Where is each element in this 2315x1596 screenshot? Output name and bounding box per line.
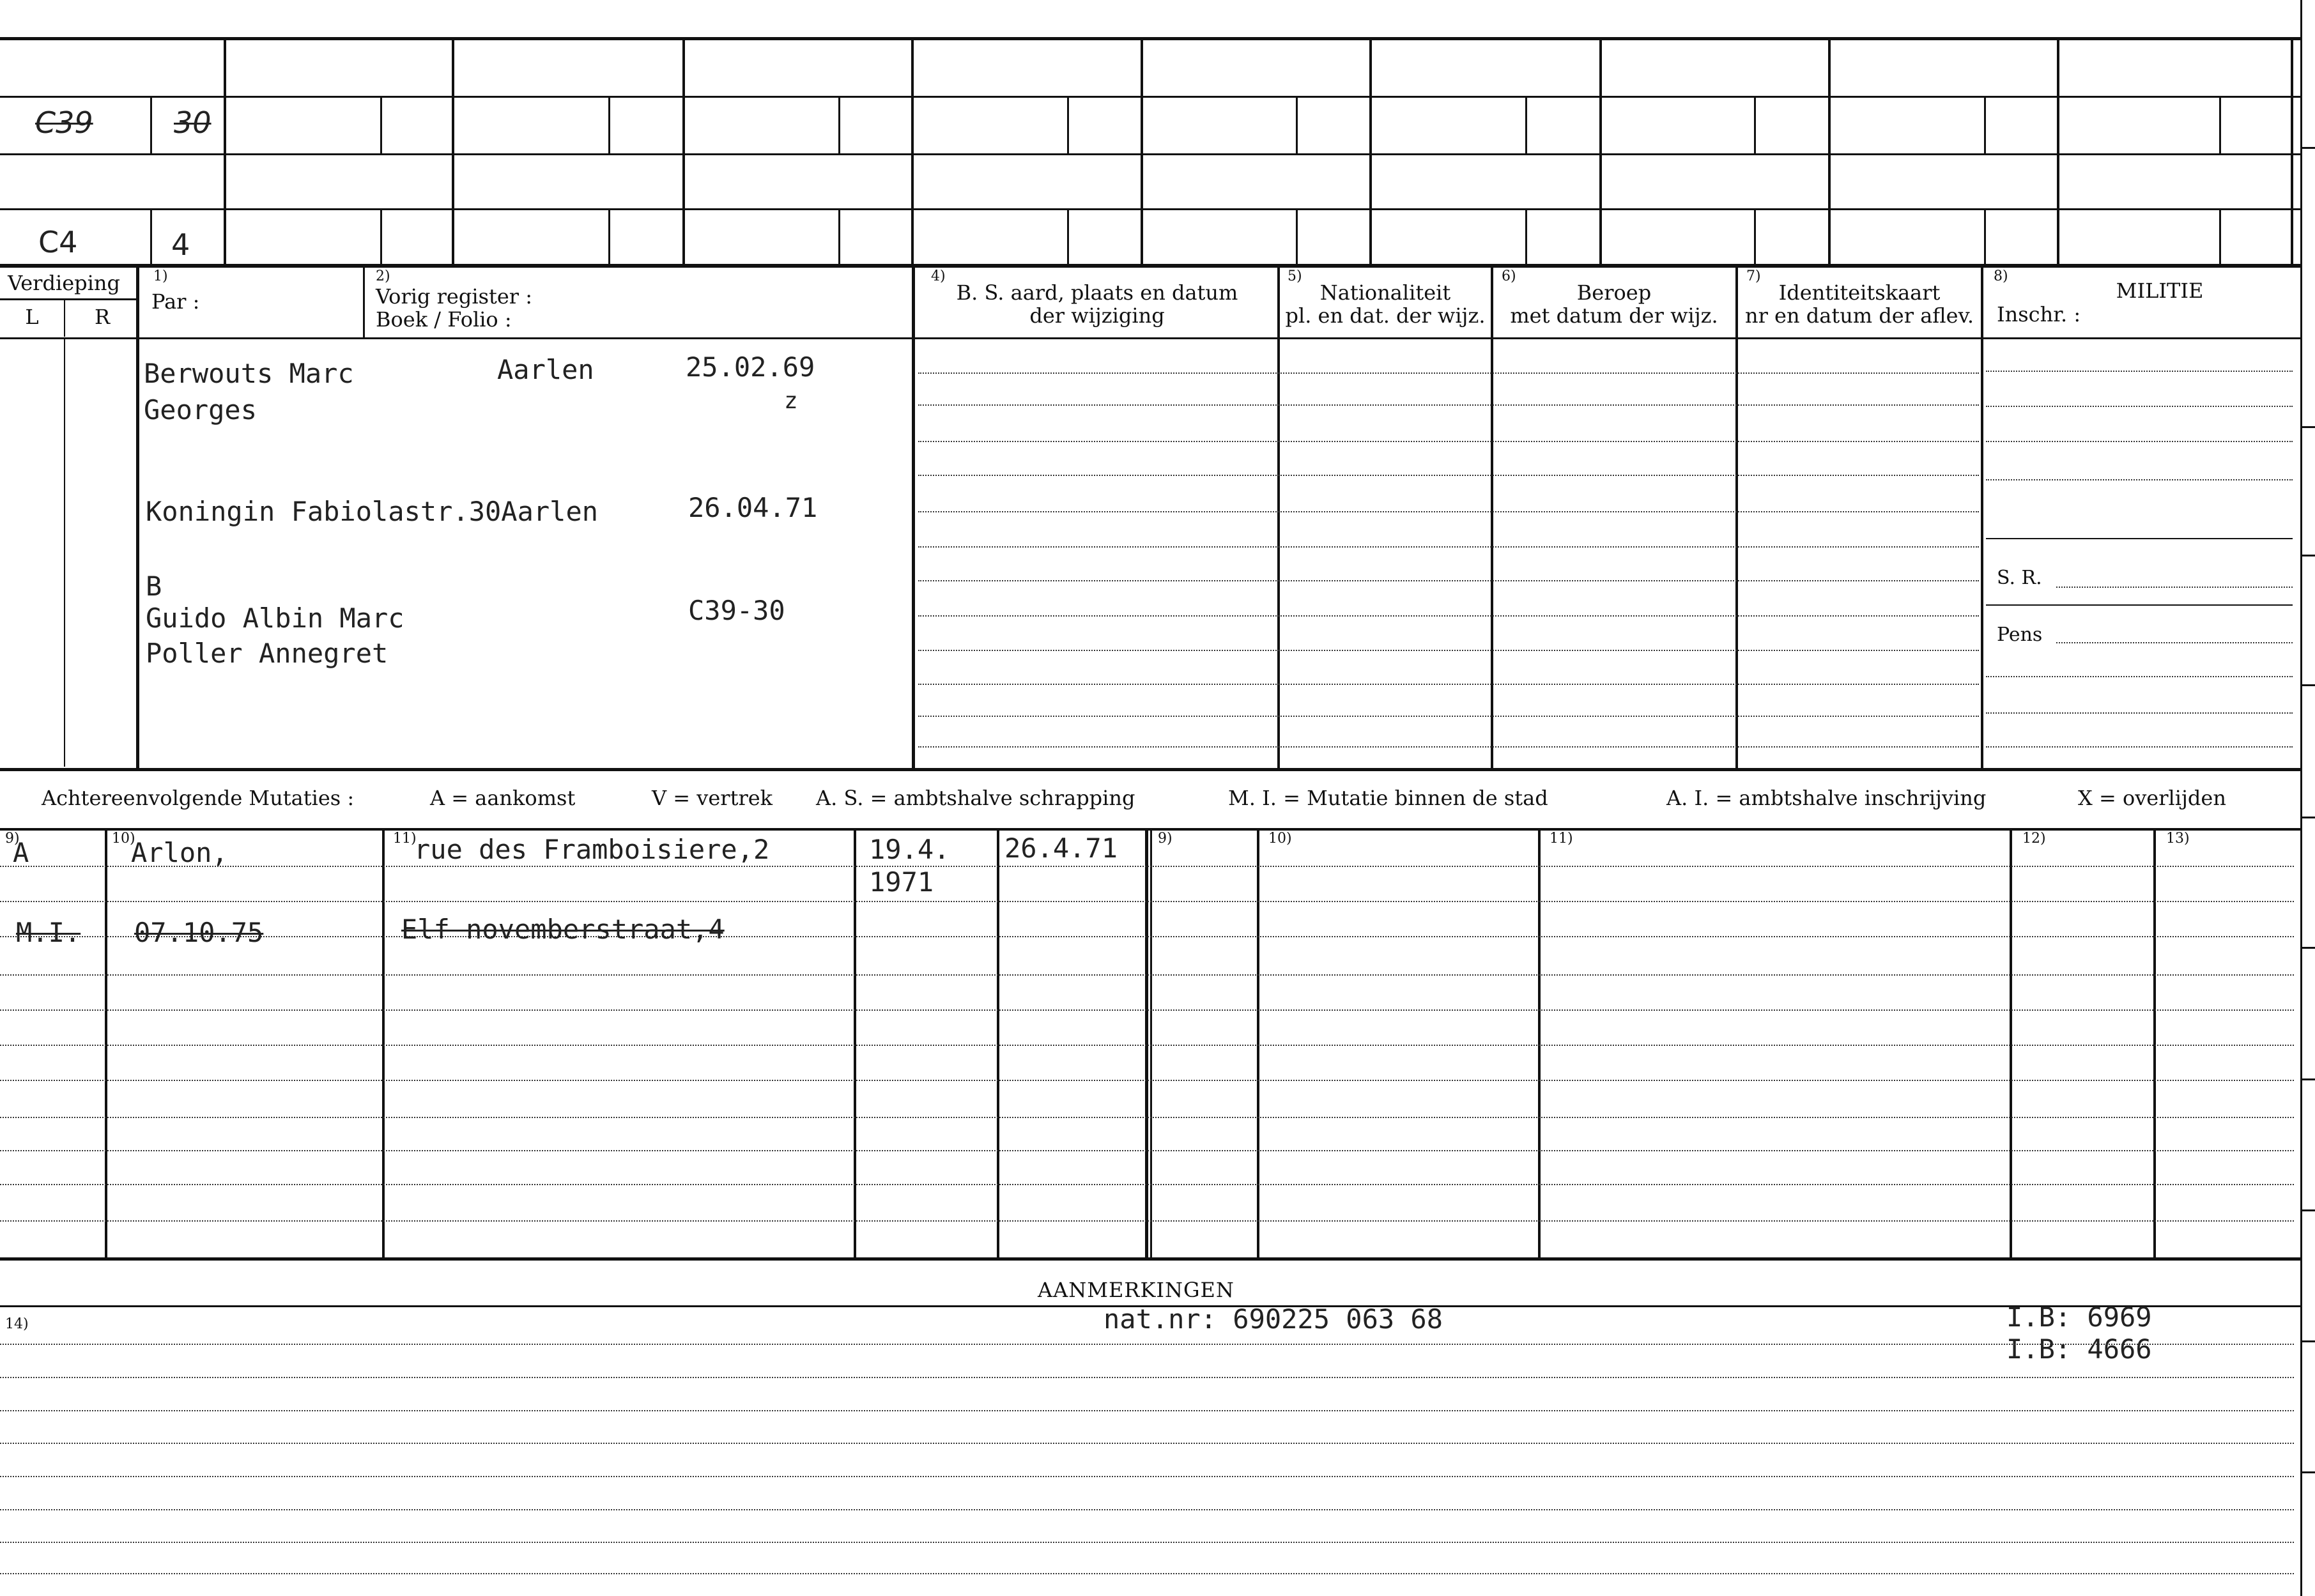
col-9-label: 9) <box>5 831 20 847</box>
legend-v: V = vertrek <box>652 786 773 810</box>
vorig-register-label: Vorig register : <box>376 284 533 309</box>
person-address: Koningin Fabiolastr.30Aarlen <box>146 496 599 527</box>
top-rule <box>0 37 2300 40</box>
pens-label: Pens <box>1997 624 2043 646</box>
header-bottom-rule <box>0 337 2300 339</box>
mutation-2-type: M.I. <box>16 917 81 948</box>
footnote-5: 5) <box>1288 268 1302 284</box>
mutation-1-place: Arlon, <box>131 837 228 868</box>
id-header-line1: Identiteitskaart <box>1778 280 1941 305</box>
inschr-label: Inschr. : <box>1997 302 2081 326</box>
person-second-name: Georges <box>144 394 258 426</box>
code-c4: C4 <box>38 225 78 259</box>
boek-folio-label: Boek / Folio : <box>376 307 512 332</box>
mutation-1-type: A <box>13 837 29 868</box>
top-grid-bottom-rule <box>0 264 2300 268</box>
verdieping-label: Verdieping <box>8 271 120 295</box>
left-thick-divider <box>136 267 139 769</box>
address-date: 26.04.71 <box>688 492 818 523</box>
mutation-1-date-a-year: 1971 <box>869 866 934 898</box>
legend-ai: A. I. = ambtshalve inschrijving <box>1666 786 1987 810</box>
ib-number-1: I.B: 6969 <box>2006 1301 2152 1333</box>
sr-label: S. R. <box>1997 567 2042 589</box>
col-13-label: 13) <box>2166 831 2190 847</box>
col-r-label: R <box>94 305 111 329</box>
mutation-1-date-a: 19.4. <box>869 834 950 865</box>
beroep-header-line2: met datum der wijz. <box>1510 303 1718 328</box>
col-11b-label: 11) <box>1550 831 1573 847</box>
col-9b-label: 9) <box>1158 831 1173 847</box>
footnote-2: 2) <box>376 268 390 284</box>
col-10-label: 10) <box>112 831 135 847</box>
relation-1: Guido Albin Marc <box>146 602 404 634</box>
militie-header: MILITIE <box>2116 279 2204 303</box>
person-name: Berwouts Marc <box>144 358 354 389</box>
ib-number-2: I.B: 4666 <box>2006 1333 2152 1365</box>
legend-a: A = aankomst <box>430 786 576 810</box>
birth-date: 25.02.69 <box>686 351 815 383</box>
col-12-label: 12) <box>2022 831 2046 847</box>
par-label: Par : <box>151 289 200 314</box>
national-number: nat.nr: 690225 063 68 <box>1104 1303 1443 1335</box>
mutation-1-address: rue des Framboisiere,2 <box>414 834 770 865</box>
birth-marker: z <box>784 388 798 414</box>
nat-header-line2: pl. en dat. der wijz. <box>1285 303 1486 328</box>
footnote-7: 7) <box>1746 268 1761 284</box>
col-11-label: 11) <box>393 831 417 847</box>
footnote-1: 1) <box>153 268 168 284</box>
beroep-header-line1: Beroep <box>1576 280 1652 305</box>
legend-x: X = overlijden <box>2078 786 2226 810</box>
remarks-title: AANMERKINGEN <box>1038 1278 1234 1302</box>
code-c39-suffix: 30 <box>174 105 212 140</box>
legend-mi: M. I. = Mutatie binnen de stad <box>1228 786 1548 810</box>
col-l-label: L <box>25 305 39 329</box>
mutation-2-place: 07.10.75 <box>134 917 264 948</box>
register-ref: C39-30 <box>688 595 785 626</box>
person-letter: B <box>146 571 162 602</box>
bs-header-line1: B. S. aard, plaats en datum <box>956 280 1238 305</box>
remarks-footnote: 14) <box>5 1316 29 1332</box>
footnote-6: 6) <box>1502 268 1516 284</box>
legend-as: A. S. = ambtshalve schrapping <box>816 786 1135 810</box>
code-c39: C39 <box>35 105 93 140</box>
mutation-1-date-b: 26.4.71 <box>1004 833 1118 864</box>
relation-2: Poller Annegret <box>146 638 388 669</box>
nat-header-line1: Nationaliteit <box>1319 280 1451 305</box>
mutation-2-address: Elf novemberstraat,4 <box>401 914 725 945</box>
birth-place: Aarlen <box>497 354 594 385</box>
footnote-4: 4) <box>931 268 946 284</box>
bs-header-line2: der wijziging <box>1029 303 1165 328</box>
footnote-8: 8) <box>1994 268 2008 284</box>
legend-title: Achtereenvolgende Mutaties : <box>42 786 355 810</box>
code-4: 4 <box>171 227 190 262</box>
id-header-line2: nr en datum der aflev. <box>1744 303 1974 328</box>
col-10b-label: 10) <box>1268 831 1292 847</box>
person-block-bottom-rule <box>0 768 2300 771</box>
